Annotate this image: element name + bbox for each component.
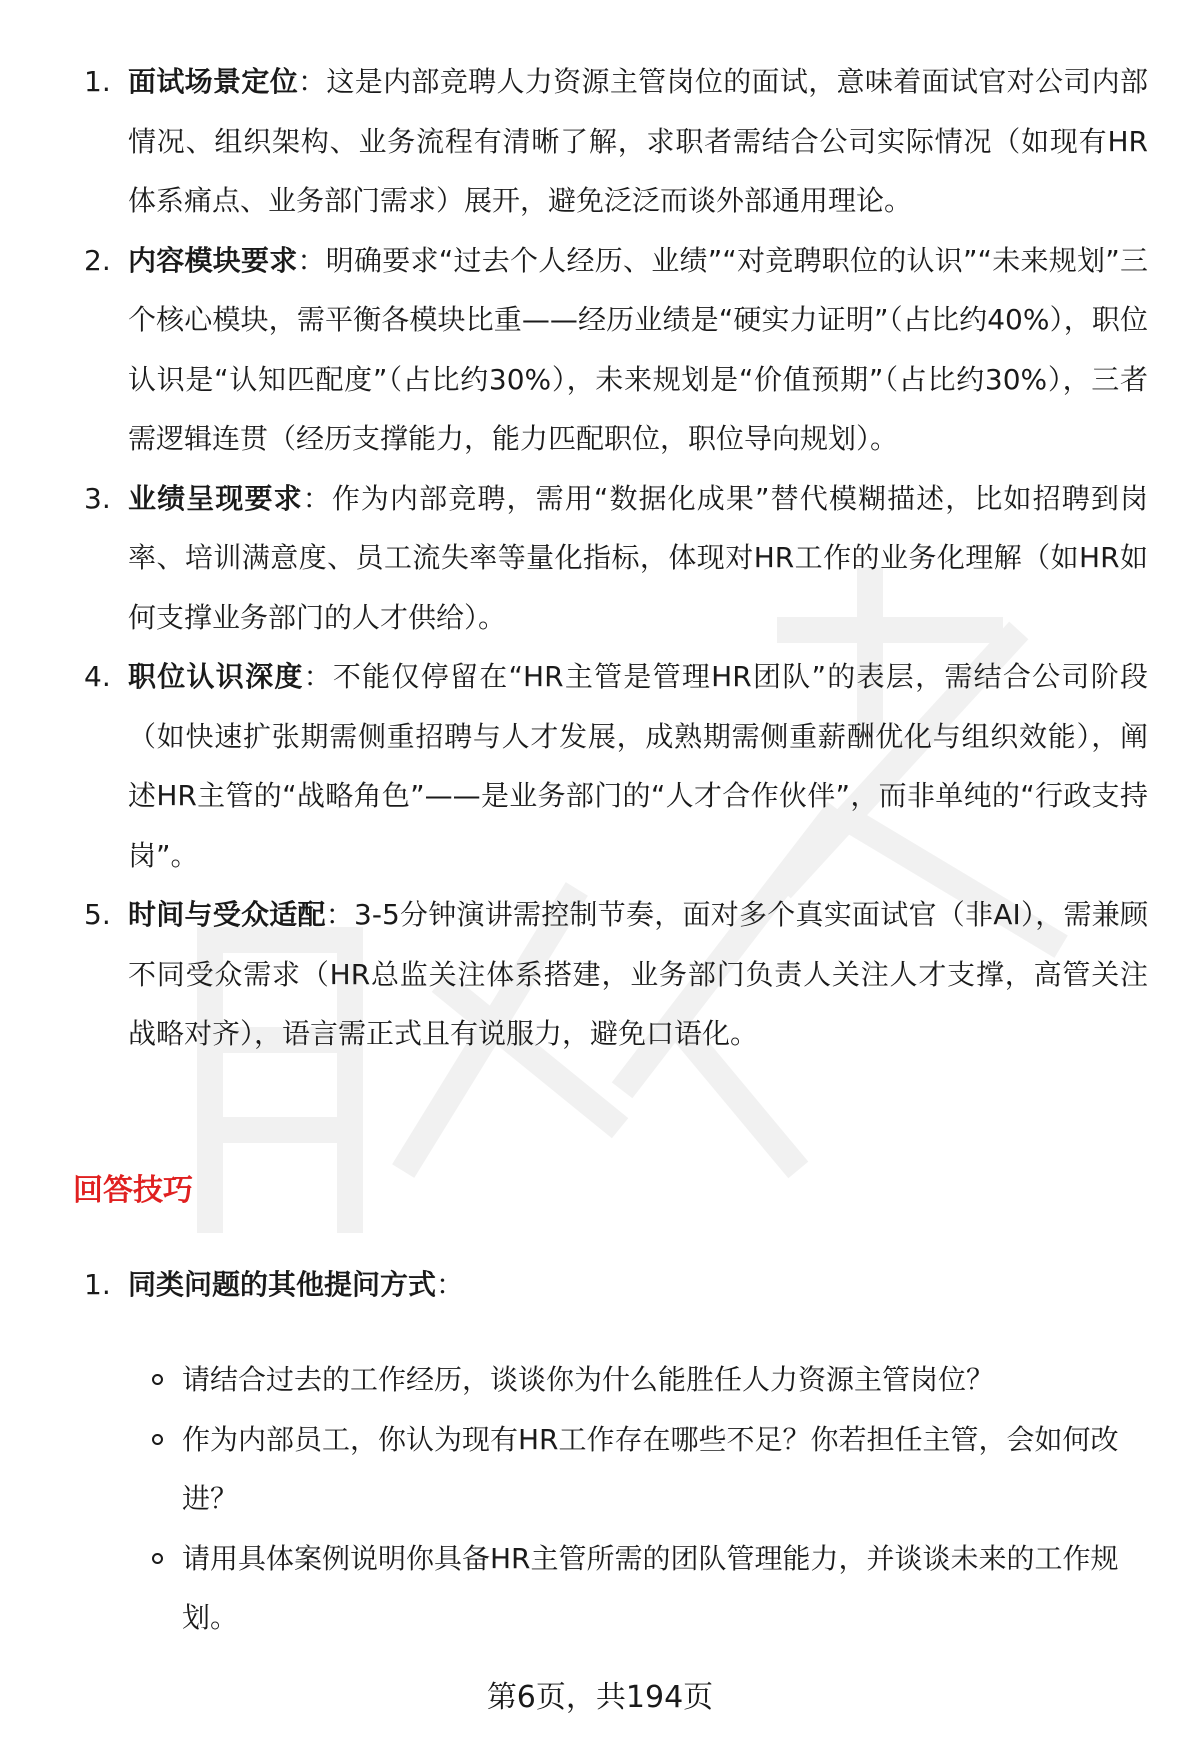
circle-bullet-icon — [152, 1374, 163, 1385]
list-item-separator: ： — [297, 243, 326, 277]
section-title: 回答技巧 — [73, 1173, 193, 1208]
list-item — [0, 647, 1148, 885]
sub-list-item — [0, 1350, 1150, 1410]
circle-bullet-icon — [152, 1553, 163, 1564]
list-item-separator: ： — [436, 1268, 465, 1301]
list-item-number: 1. — [84, 65, 111, 98]
list-item-text: 3-5分钟演讲需控制节奏，面对多个真实面试官（非AI），需兼顾不同受众需求（HR总监关注体系搭建，业务部门负责人关注人才支撑，高管关注战略对齐），语言需正式且有说服力，避免口语化。 — [128, 898, 1148, 1050]
requirement-list — [0, 52, 1148, 1064]
list-item — [0, 469, 1148, 648]
list-item-text: 不能仅停留在“HR主管是管理HR团队”的表层，需结合公司阶段（如快速扩张期需侧重招聘与人才发展，成熟期需侧重薪酬优化与组织效能），阐述HR主管的“战略角色”——是业务部门的“人才合作伙伴”，而非单纯的“行政支持岗”。 — [128, 660, 1148, 872]
list-item-number: 4. — [84, 660, 111, 693]
list-item-number: 2. — [84, 243, 111, 277]
list-item-term: 业绩呈现要求 — [128, 481, 303, 515]
list-item-term: 面试场景定位 — [128, 65, 299, 98]
sub-list-item — [0, 1410, 1150, 1529]
sub-list-item — [0, 1529, 1150, 1648]
question-group-heading — [0, 1255, 1150, 1314]
list-item-number: 5. — [84, 898, 111, 931]
list-item-text: 明确要求“过去个人经历、业绩”“对竞聘职位的认识”“未来规划”三个核心模块，需平衡各模块比重——经历业绩是“硬实力证明”（占比约40%），职位认识是“认知匹配度”（占比约30%），未来规划是“价值预期”（占比约30%），三者需逻辑连贯（经历支撑能力，能力匹配职位，职位导向规划）。 — [128, 243, 1148, 455]
list-item-term: 同类问题的其他提问方式 — [128, 1268, 437, 1301]
list-item — [0, 52, 1148, 231]
list-item-number: 1. — [84, 1268, 111, 1301]
question-list — [0, 1255, 1150, 1648]
list-item-term: 职位认识深度 — [128, 660, 304, 693]
page-footer: 第6页，共194页 — [486, 1680, 714, 1715]
question-sublist-container — [0, 1350, 1150, 1648]
sub-list-item-text: 请用具体案例说明你具备HR主管所需的团队管理能力，并谈谈未来的工作规划。 — [182, 1541, 1119, 1634]
circle-bullet-icon — [152, 1434, 163, 1445]
list-item — [0, 231, 1148, 469]
list-item-text: 这是内部竞聘人力资源主管岗位的面试，意味着面试官对公司内部情况、组织架构、业务流程有清晰了解，求职者需结合公司实际情况（如现有HR体系痛点、业务部门需求）展开，避免泛泛而谈外部通用理论。 — [128, 65, 1148, 217]
list-item-separator: ： — [325, 898, 355, 931]
list-item — [0, 885, 1148, 1064]
sub-list-item-text: 作为内部员工，你认为现有HR工作存在哪些不足？你若担任主管，会如何改进？ — [182, 1422, 1119, 1515]
list-item-term: 内容模块要求 — [128, 243, 298, 277]
sub-list-item-text: 请结合过去的工作经历，谈谈你为什么能胜任人力资源主管岗位？ — [182, 1363, 995, 1396]
list-item-separator: ： — [302, 481, 332, 515]
list-item-separator: ： — [298, 65, 327, 98]
list-item-term: 时间与受众适配 — [128, 898, 326, 931]
list-item-number: 3. — [84, 481, 111, 515]
question-sublist — [0, 1350, 1150, 1648]
list-item-text: 作为内部竞聘，需用“数据化成果”替代模糊描述，比如招聘到岗率、培训满意度、员工流失率等量化指标，体现对HR工作的业务化理解（如HR如何支撑业务部门的人才供给）。 — [128, 481, 1148, 634]
list-item-separator: ： — [303, 660, 333, 693]
